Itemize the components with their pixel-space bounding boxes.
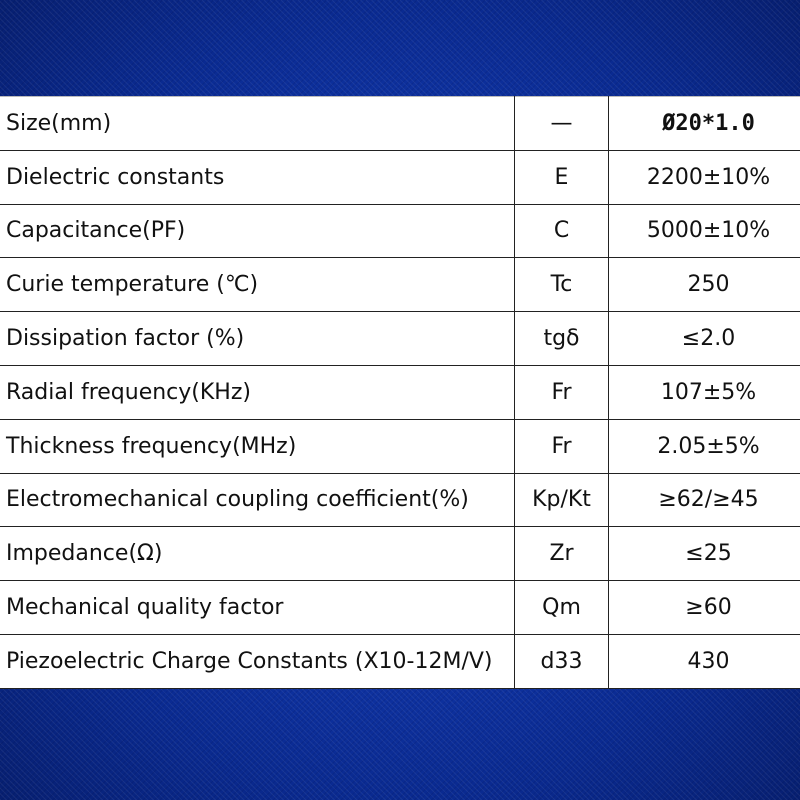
value-cell: 2200±10% bbox=[609, 150, 800, 204]
table-row bbox=[0, 527, 800, 581]
parameter-cell: Impedance(Ω) bbox=[0, 527, 515, 581]
table-row bbox=[0, 204, 800, 258]
table-row bbox=[0, 312, 800, 366]
parameter-cell: Piezoelectric Charge Constants (X10-12M/V) bbox=[0, 634, 515, 688]
specification-table bbox=[0, 96, 800, 689]
table-row bbox=[0, 97, 800, 151]
value-cell: 250 bbox=[609, 258, 800, 312]
table-row bbox=[0, 419, 800, 473]
value-cell: ≤2.0 bbox=[609, 312, 800, 366]
value-cell: ≤25 bbox=[609, 527, 800, 581]
parameter-cell: Size(mm) bbox=[0, 97, 515, 151]
table-row bbox=[0, 150, 800, 204]
table-row bbox=[0, 365, 800, 419]
parameter-cell: Radial frequency(KHz) bbox=[0, 365, 515, 419]
value-cell: ≥62/≥45 bbox=[609, 473, 800, 527]
symbol-cell: Qm bbox=[515, 581, 609, 635]
table-row bbox=[0, 473, 800, 527]
value-cell: Ø20*1.0 bbox=[609, 97, 800, 151]
value-cell: 5000±10% bbox=[609, 204, 800, 258]
symbol-cell: E bbox=[515, 150, 609, 204]
parameter-cell: Electromechanical coupling coefficient(%) bbox=[0, 473, 515, 527]
symbol-cell: C bbox=[515, 204, 609, 258]
parameter-cell: Dielectric constants bbox=[0, 150, 515, 204]
symbol-cell: Fr bbox=[515, 419, 609, 473]
value-cell: 107±5% bbox=[609, 365, 800, 419]
symbol-cell: d33 bbox=[515, 634, 609, 688]
spec-sheet bbox=[0, 96, 800, 688]
table-row bbox=[0, 634, 800, 688]
parameter-cell: Dissipation factor (%) bbox=[0, 312, 515, 366]
table-row bbox=[0, 581, 800, 635]
symbol-cell: tgδ bbox=[515, 312, 609, 366]
value-cell: 2.05±5% bbox=[609, 419, 800, 473]
symbol-cell: Tc bbox=[515, 258, 609, 312]
symbol-cell: — bbox=[515, 97, 609, 151]
value-cell: ≥60 bbox=[609, 581, 800, 635]
symbol-cell: Zr bbox=[515, 527, 609, 581]
value-cell: 430 bbox=[609, 634, 800, 688]
symbol-cell: Kp/Kt bbox=[515, 473, 609, 527]
parameter-cell: Curie temperature (℃) bbox=[0, 258, 515, 312]
table-row bbox=[0, 258, 800, 312]
parameter-cell: Mechanical quality factor bbox=[0, 581, 515, 635]
symbol-cell: Fr bbox=[515, 365, 609, 419]
parameter-cell: Thickness frequency(MHz) bbox=[0, 419, 515, 473]
parameter-cell: Capacitance(PF) bbox=[0, 204, 515, 258]
